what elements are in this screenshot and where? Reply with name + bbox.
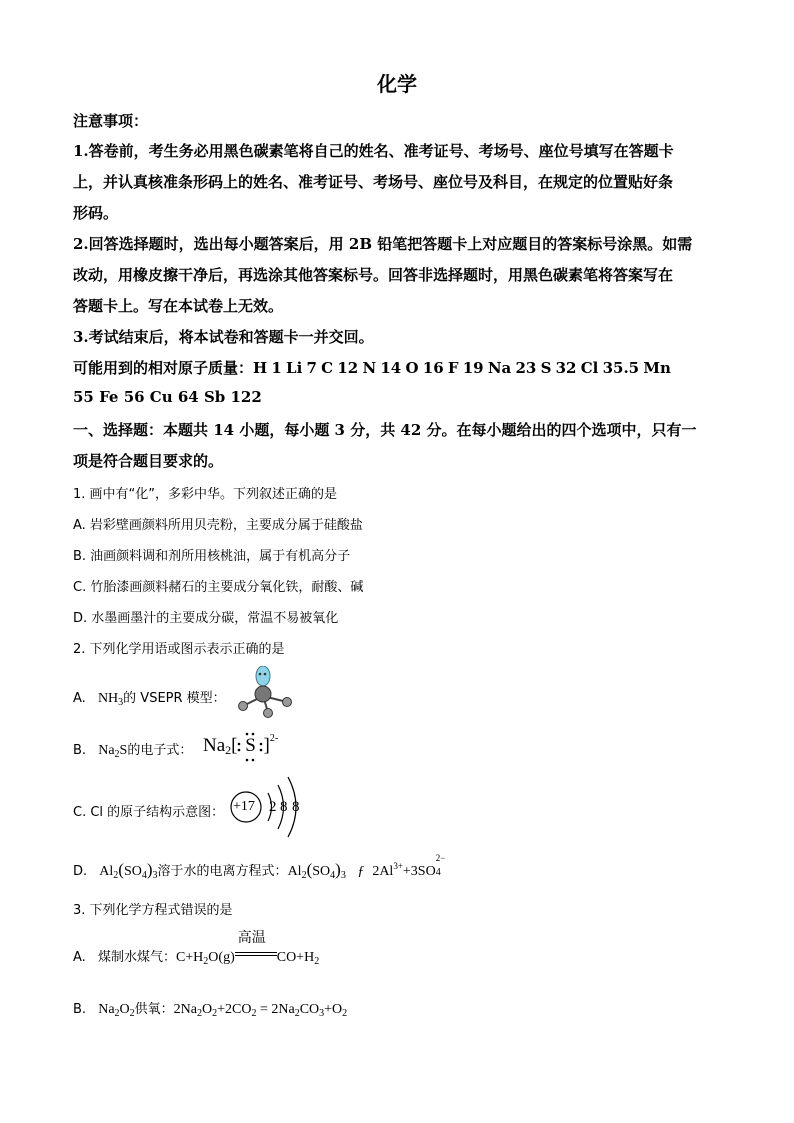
q3-a-lhs: C+H [175,950,204,965]
q2-d-sub4: 4 [141,870,147,881]
electron-dots-icon [237,731,263,763]
q3-option-a [73,930,319,970]
q3-a-label: A. [73,950,86,965]
notice-item1-line3: 形码。 [73,204,119,222]
q3-a-rhs: CO+H [276,950,315,965]
q2-option-d: D. $Al_2(SO_4)_3$溶于水的电离方程式：$Al_2(SO_4)_3$ ƒ $2Al^{3+}+3SO$ 2− 4 [73,853,446,881]
notice-item1-line1: 1.答卷前，考生务必用黑色碳素笔将自己的姓名、准考证号、考场号、座位号填写在答题卡 [73,142,674,160]
notice-item3: 3.考试结束后，将本试卷和答题卡一并交回。 [73,328,374,346]
q2-b-text: 的电子式： [127,743,193,758]
q3-a-equals-bottom [235,955,277,956]
q3-a-equals-top [235,952,277,953]
q3-a-text: 煤制水煤气： [97,950,176,965]
q2-option-a [73,672,226,722]
q1-option-c: C. 竹胎漆画颜料赭石的主要成分氧化铁，耐酸、碱 [73,580,364,595]
cl-shell-1: 2 [269,799,277,815]
na2s-electron-formula: $Na_2$[ S ]$^{2-}$ [203,733,278,758]
na2s-charge: 2- [269,733,279,744]
na2s-na: Na [203,735,226,756]
q2-d-eq-sub2: 2 [301,870,307,881]
q2-d-rhs-so-sub4: 4 [435,867,441,878]
notice-item2-line1: 2.回答选择题时，选出每小题答案后，用 2B 铅笔把答题卡上对应题目的答案标号涂黑。如需 [73,235,693,253]
q3-a-lhs-sub2: 2 [203,956,209,967]
notice-item1-line2: 上，并认真核准条形码上的姓名、准考证号、考场号、座位号及科目，在规定的位置贴好条 [73,173,674,191]
q2-d-al: Al [99,864,114,879]
nh3-vsepr-model-icon [233,666,303,724]
q3-b-label: B. [73,1002,87,1017]
na2s-sub2: 2 [225,743,232,757]
q2-a-sub3: 3 [118,697,124,708]
section-heading-line1: 一、选择题：本题共 14 小题，每小题 3 分，共 42 分。在每小题给出的四个选项中，只有一 [73,421,697,439]
q2-a-text: 的 VSEPR 模型： [123,691,226,706]
notice-heading: 注意事项： [73,112,149,130]
q1-option-b: B. 油画颜料调和剂所用核桃油，属于有机高分子 [73,549,351,564]
atomic-masses-line1: 可能用到的相对原子质量：H 1 Li 7 C 12 N 14 O 16 F 19 Na 23 S 32 Cl 35.5 Mn [73,359,671,377]
q2-option-b [73,733,279,769]
na2s-s: S [245,735,256,756]
q2-d-rhs-al-charge: 3+ [393,861,403,871]
q2-d-eq-so: SO [312,864,331,879]
cl-shell-2: 8 [280,799,288,815]
q3-b-na: Na [98,1002,115,1017]
q2-d-so: SO [123,864,142,879]
q2-a-label: A. [73,691,86,706]
q2-d-sub3: 3 [152,870,158,881]
q2-d-eq-al: Al [287,864,302,879]
section-heading-line2: 项是符合题目要求的。 [73,452,224,470]
q3-b-sub2: 2 [114,1008,120,1019]
q2-d-eq-sub4: 4 [330,870,336,881]
q3-a-condition: 高温 [237,930,266,946]
q3-a-rhs-sub2: 2 [314,956,320,967]
q3-b-sub2b: 2 [129,1008,135,1019]
q2-b-s: S [119,743,128,758]
q2-a-nh: NH [97,691,119,706]
q2-d-text: 溶于水的电离方程式： [157,864,288,879]
q2-d-eq-sub3: 3 [340,870,346,881]
notice-item2-line3: 答题卡上。写在本试卷上无效。 [73,297,284,315]
q1-option-a: A. 岩彩壁画颜料所用贝壳粉，主要成分属于硅酸盐 [73,518,363,533]
q3-b-equation: $2Na_2O_2+2CO_2 = 2Na_2CO_3+O_2$ [173,1002,348,1019]
q2-d-rhs-al: 2Al [372,864,394,879]
cl-shell-3: 8 [292,799,300,815]
q2-option-c [73,777,300,839]
atomic-masses-line2: 55 Fe 56 Cu 64 Sb 122 [73,388,262,406]
q3-stem: 3. 下列化学方程式错误的是 [73,903,233,918]
q2-d-equilibrium-symbol: ƒ [357,864,365,879]
cl-nucleus-charge: +17 [233,799,255,814]
q3-b-o: O [119,1002,130,1017]
q1-option-d: D. 水墨画墨汁的主要成分碳，常温不易被氧化 [73,611,339,626]
q2-d-rhs-so-charge: 2− [435,853,446,863]
q2-c-text: C. Cl 的原子结构示意图： [73,805,225,820]
q2-d-sub2: 2 [113,870,119,881]
notice-item2-line2: 改动，用橡皮擦干净后，再选涂其他答案标号。回答非选择题时，用黑色碳素笔将答案写在 [73,266,674,284]
q2-b-sub2: 2 [114,749,120,760]
q2-stem: 2. 下列化学用语或图示表示正确的是 [73,642,285,657]
q3-option-b [73,998,347,1019]
q2-d-rhs-so: +3SO [402,864,436,879]
q3-b-text: 供氧： [134,1002,174,1017]
q2-b-label: B. [73,743,87,758]
q2-d-label: D. [73,864,88,879]
page-title: 化学 [377,72,417,96]
q1-stem: 1. 画中有“化”，多彩中华。下列叙述正确的是 [73,487,338,502]
q2-b-na: Na [98,743,115,758]
q3-a-lhs-rest: O(g) [208,950,235,965]
